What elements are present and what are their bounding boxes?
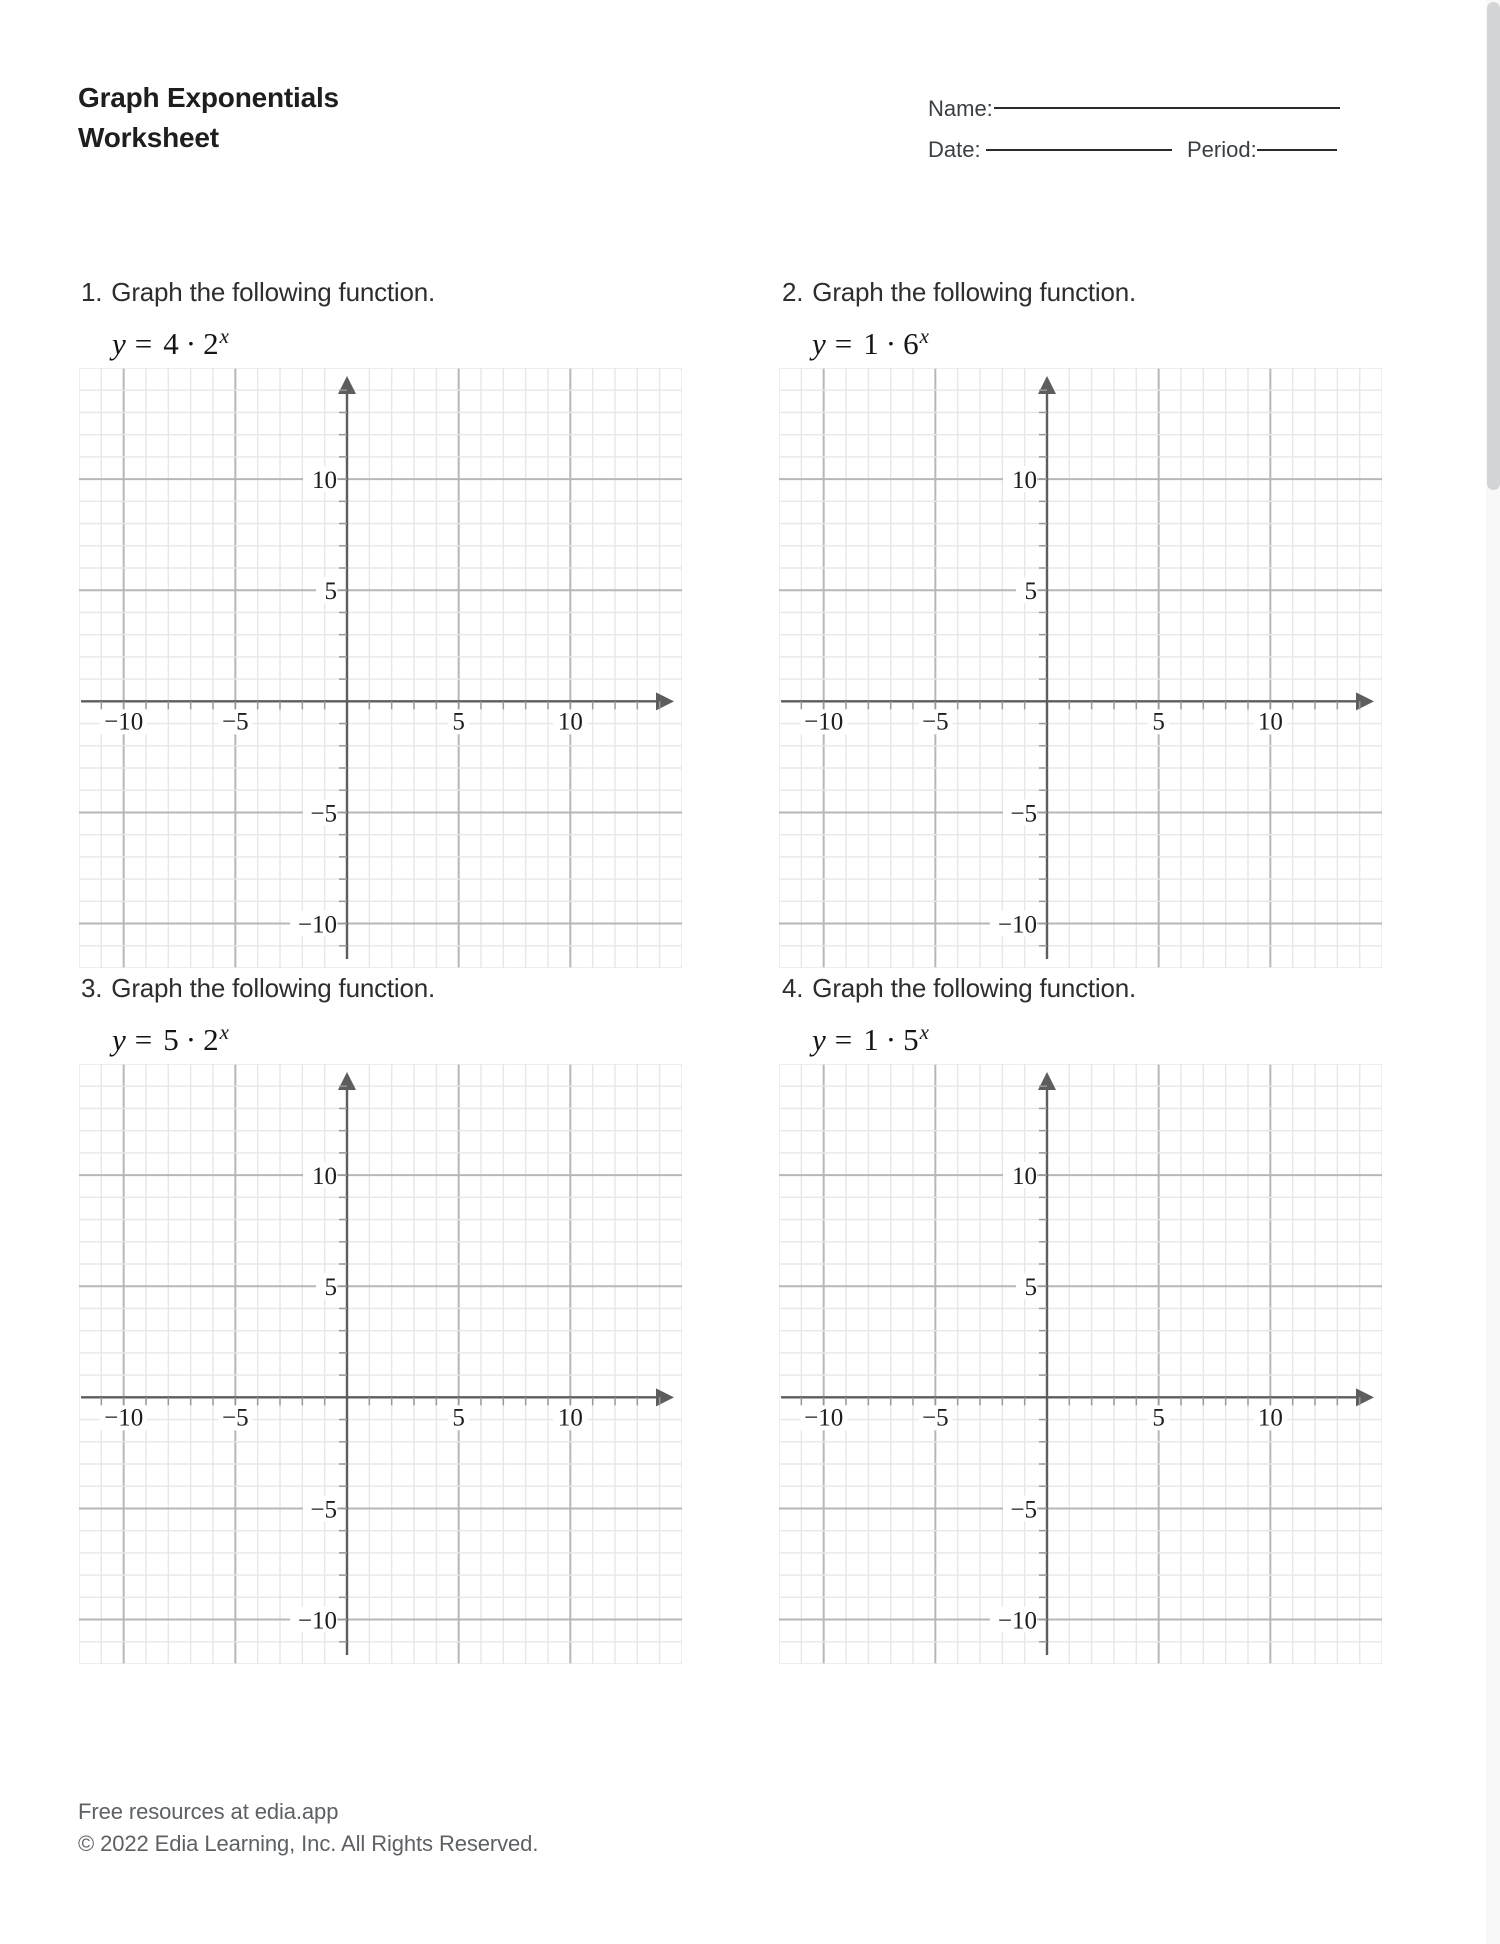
equation-variable: y (812, 1022, 826, 1057)
problem-4-number: 4. (782, 973, 804, 1003)
svg-text:−5: −5 (922, 1404, 949, 1432)
scrollbar-track[interactable] (1486, 0, 1500, 1944)
equation-coefficient: 5 (163, 1022, 179, 1057)
equation-equals: = (834, 1022, 853, 1057)
worksheet-title-line2: Worksheet (78, 122, 219, 153)
scrollbar-thumb[interactable] (1487, 2, 1500, 490)
problem-1-text: Graph the following function. (111, 277, 436, 307)
equation-coefficient: 4 (163, 326, 179, 361)
svg-text:10: 10 (1257, 708, 1283, 736)
problem-1-prompt (81, 277, 435, 308)
name-blank-line (994, 107, 1340, 109)
problem-2-text: Graph the following function. (812, 277, 1137, 307)
date-blank-line (986, 149, 1172, 151)
period-label: Period: (1187, 137, 1257, 162)
svg-text:−10: −10 (297, 911, 337, 939)
problem-3-text: Graph the following function. (111, 973, 436, 1003)
problem-3-number: 3. (81, 973, 103, 1003)
svg-text:10: 10 (557, 1404, 583, 1432)
problem-1-equation (112, 326, 229, 362)
multiplication-dot: · (885, 1022, 897, 1057)
equation-base: 6 (903, 326, 919, 361)
equation-equals: = (134, 1022, 153, 1057)
problem-3-equation (112, 1022, 229, 1058)
date-label: Date: (928, 137, 981, 162)
equation-exponent: x (919, 1020, 929, 1044)
problem-1-number: 1. (81, 277, 103, 307)
svg-text:5: 5 (1024, 1274, 1037, 1302)
svg-text:10: 10 (1012, 1163, 1037, 1191)
multiplication-dot: · (185, 326, 197, 361)
equation-coefficient: 1 (863, 1022, 879, 1057)
svg-text:−5: −5 (222, 708, 249, 736)
coordinate-grid-3 (79, 1064, 682, 1664)
coordinate-grid-4 (779, 1064, 1382, 1664)
equation-variable: y (112, 326, 126, 361)
svg-text:−5: −5 (310, 800, 337, 828)
worksheet-title-line1: Graph Exponentials (78, 82, 339, 113)
equation-coefficient: 1 (863, 326, 879, 361)
equation-equals: = (134, 326, 153, 361)
problem-4-equation (812, 1022, 929, 1058)
svg-text:5: 5 (452, 1404, 465, 1432)
svg-text:10: 10 (557, 708, 583, 736)
equation-base: 2 (203, 326, 219, 361)
equation-equals: = (834, 326, 853, 361)
equation-base: 2 (203, 1022, 219, 1057)
svg-text:−10: −10 (104, 708, 144, 736)
equation-variable: y (112, 1022, 126, 1057)
multiplication-dot: · (185, 1022, 197, 1057)
footer-resources-text: Free resources at edia.app (78, 1799, 339, 1824)
equation-exponent: x (219, 1020, 229, 1044)
footer-copyright-text: © 2022 Edia Learning, Inc. All Rights Reserved. (78, 1831, 539, 1856)
problem-3-prompt (81, 973, 435, 1004)
coordinate-grid-2 (779, 368, 1382, 968)
svg-text:−5: −5 (222, 1404, 249, 1432)
svg-text:−10: −10 (804, 708, 844, 736)
svg-text:−5: −5 (1010, 800, 1037, 828)
svg-text:10: 10 (312, 467, 337, 495)
svg-text:5: 5 (452, 708, 465, 736)
equation-variable: y (812, 326, 826, 361)
problem-2-number: 2. (782, 277, 804, 307)
name-label: Name: (928, 96, 993, 121)
svg-text:−10: −10 (804, 1404, 844, 1432)
equation-exponent: x (919, 324, 929, 348)
svg-text:−5: −5 (922, 708, 949, 736)
svg-text:5: 5 (1152, 1404, 1165, 1432)
problem-4-prompt (782, 973, 1136, 1004)
problem-4-text: Graph the following function. (812, 973, 1137, 1003)
svg-text:−5: −5 (310, 1496, 337, 1524)
svg-text:−10: −10 (997, 911, 1037, 939)
svg-text:5: 5 (1024, 578, 1037, 606)
svg-text:10: 10 (312, 1163, 337, 1191)
period-blank-line (1257, 149, 1337, 151)
equation-exponent: x (219, 324, 229, 348)
svg-text:10: 10 (1257, 1404, 1283, 1432)
svg-text:−5: −5 (1010, 1496, 1037, 1524)
coordinate-grid-1 (79, 368, 682, 968)
svg-text:−10: −10 (297, 1607, 337, 1635)
multiplication-dot: · (885, 326, 897, 361)
svg-text:5: 5 (1152, 708, 1165, 736)
problem-2-equation (812, 326, 929, 362)
svg-text:5: 5 (324, 1274, 337, 1302)
svg-text:5: 5 (324, 578, 337, 606)
svg-text:10: 10 (1012, 467, 1037, 495)
svg-text:−10: −10 (997, 1607, 1037, 1635)
svg-text:−10: −10 (104, 1404, 144, 1432)
equation-base: 5 (903, 1022, 919, 1057)
problem-2-prompt (782, 277, 1136, 308)
